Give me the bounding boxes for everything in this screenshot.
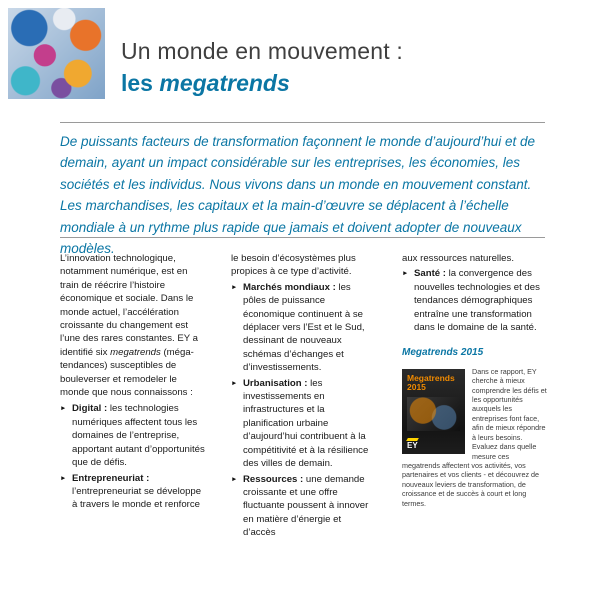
bullet-item-marches-mondiaux <box>231 281 376 375</box>
intro-paragraph: De puissants facteurs de transformation façonnent le monde d’aujourd’hui et de demain, ayant un impact considérable sur les entreprises, les économies, les sociétés et les individus. Nous vivons dans un monde en mouvement constant. Les marchandises, les capitaux et la main-d’œuvre se déplacent à l’échelle mondiale à un rythme plus rapide que jamais et doivent adopter de nouveaux modèles. <box>60 134 536 257</box>
ey-logo-text: EY <box>407 440 418 450</box>
column-1-lead <box>60 252 205 399</box>
column-2-continuation: le besoin d’écosystèmes plus propices à ce type d’activité. <box>231 253 356 278</box>
lead-text: L’innovation technologique, notamment numérique, est en train de réécrire l’histoire économique et sociale. Dans le monde actuel, l’accélération croissante du changement est l’une des rares constantes. EY a identifié six <box>60 253 198 358</box>
page-subtitle <box>121 70 403 97</box>
bullet-label: Digital : <box>72 403 108 415</box>
subtitle-prefix: les <box>121 70 160 96</box>
bullet-body: les investissements en infrastructures et la planification urbaine d’aujourd’hui contribuent à la compétitivité et à la résilience des villes de demain. <box>243 377 369 470</box>
report-heading: Megatrends 2015 <box>402 347 484 359</box>
arrow-bullet-icon: ► <box>60 474 67 482</box>
lead-text-2: (méga-tendances) susceptibles de bouleverser et remodeler le monde que nous connaissons : <box>60 346 194 399</box>
cover-artwork <box>407 397 460 431</box>
report-box <box>402 367 547 508</box>
bullet-text <box>243 473 376 540</box>
report-description: Dans ce rapport, EY cherche à mieux comprendre les défis et les opportunités auxquels les entreprises font face, afin de mieux répondre à leurs besoins. Evaluez dans quelle mesure ces megatrends affectent vos activités, vos partenaires et vos clients - et découvrez de nouveaux leviers de transformation, de croissance et de succès à court et long termes. <box>402 366 547 508</box>
divider-bottom <box>60 237 545 238</box>
lead-italic-word: megatrends <box>110 346 161 358</box>
bullet-item-digital <box>60 402 205 469</box>
bullet-text <box>243 281 376 375</box>
body-columns <box>60 252 547 540</box>
bullet-body: la convergence des nouvelles technologies et des tendances démographiques entraîne une transformation dans le domaine de la santé. <box>414 268 540 334</box>
arrow-bullet-icon: ► <box>60 405 67 413</box>
arrow-bullet-icon: ► <box>231 475 238 483</box>
bullet-label: Marchés mondiaux : <box>243 281 336 293</box>
ey-beam-icon <box>406 438 419 441</box>
bullet-label: Santé : <box>414 268 446 280</box>
title-block <box>121 38 403 97</box>
page-title: Un monde en mouvement : <box>121 38 404 64</box>
bullet-label: Entrepreneuriat : <box>72 472 150 484</box>
bullet-text <box>72 402 205 469</box>
arrow-bullet-icon: ► <box>231 379 238 387</box>
bullet-item-sante <box>402 267 547 334</box>
bullet-body: les technologies numériques affectent tous les domaines de l’entreprise, apportant autant d’opportunités que de défis. <box>72 403 205 469</box>
bullet-text <box>72 472 205 512</box>
bullet-item-urbanisation <box>231 377 376 471</box>
column-1 <box>60 252 205 540</box>
bullet-item-entrepreneuriat <box>60 472 205 512</box>
bullet-body: une demande croissante et une offre fluctuante poussent à innover en matière d’énergie et d’accès <box>243 473 369 539</box>
column-3-continuation: aux ressources naturelles. <box>402 253 514 264</box>
bullet-label: Urbanisation : <box>243 377 308 389</box>
bullet-label: Ressources : <box>243 473 304 485</box>
cover-title-line2: 2015 <box>407 382 426 393</box>
bullet-text <box>414 267 547 334</box>
arrow-bullet-icon: ► <box>402 270 409 278</box>
bullet-body: les pôles de puissance économique continuent à se déplacer vers l’Est et le Sud, dessinant de nouveaux schémas d’échanges et d’investissements. <box>243 281 365 374</box>
arrow-bullet-icon: ► <box>231 283 238 291</box>
abstract-spheres-image <box>8 8 105 99</box>
divider-top <box>60 122 545 123</box>
bullet-item-ressources <box>231 473 376 540</box>
bullet-body: l’entrepreneuriat se développe à travers le monde et renforce <box>72 485 202 511</box>
cover-title-line1: Megatrends <box>407 372 455 383</box>
bullet-text <box>243 377 376 471</box>
report-cover-thumbnail <box>402 369 465 454</box>
subtitle-italic: megatrends <box>159 70 290 96</box>
column-3 <box>402 252 547 540</box>
report-cover-title <box>407 374 460 393</box>
ey-logo <box>407 438 418 450</box>
column-2 <box>231 252 376 540</box>
